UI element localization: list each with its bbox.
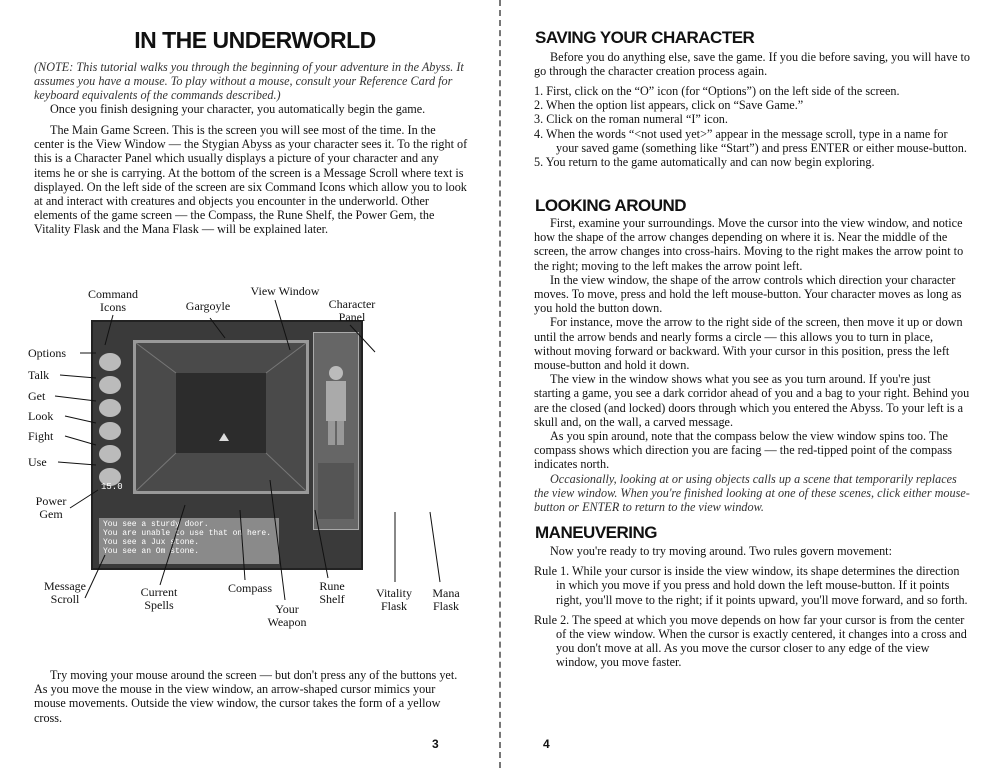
label-command-icons: Command Icons — [88, 287, 138, 314]
label-get: Get — [28, 389, 46, 403]
looking-paragraph: The view in the window shows what you see as you turn around. If you're just starting a game, you see a dark corridor ahead of you and a bag to your right. Behind you are the closed (and locked) doors through which you entered the Abyss. To your left is a skull and, on the wall, a carved message. — [534, 372, 970, 429]
list-item: 2. When the option list appears, click on “Save Game.” — [534, 98, 804, 113]
rule-1: Rule 1. While your cursor is inside the view window, its shape determines the direction in which you move if you press and hold down the left mouse-button. If it points right, you'll move to the right; if it points upward, you'll move forward, and so forth. — [534, 564, 968, 607]
label-vitality-flask: Vitality Flask — [376, 586, 412, 613]
label-fight: Fight — [28, 429, 54, 443]
looking-body — [534, 216, 970, 514]
section-title-maneuvering: MANEUVERING — [535, 523, 658, 542]
label-mana-flask: Mana Flask — [432, 586, 460, 613]
list-item: 3. Click on the roman numeral “I” icon. — [534, 112, 728, 127]
saving-steps-list — [534, 84, 970, 169]
label-power-gem: Power Gem — [35, 494, 67, 521]
label-view-window: View Window — [250, 284, 320, 298]
scroll-line: You are unable to use that on here. — [103, 529, 272, 538]
looking-note: Occasionally, looking at or using objects calls up a scene that temporarily replaces the view window. When you're finished looking at one of these scenes, click either mouse-button or ENTER to return to the view window. — [534, 471, 970, 515]
closing-paragraph: Try moving your mouse around the screen — but don't press any of the buttons yet. As you move the mouse in the view window, an arrow-shaped cursor mimics your mouse movements. Outside the view window, the cursor takes the form of a yellow cross. — [34, 668, 458, 725]
looking-paragraph: First, examine your surroundings. Move the cursor into the view window, and notice how the shape of the arrow changes depending on where it is. Near the middle of the screen, the arrow changes into cross-hairs. Moving to the right makes the arrow point to the right; moving to the left makes the arrow point left. — [534, 216, 964, 273]
label-current-spells: Current Spells — [140, 585, 178, 612]
label-options: Options — [28, 346, 67, 360]
list-item: 5. You return to the game automatically and can now begin exploring. — [534, 155, 875, 170]
scroll-line: You see an Om stone. — [103, 547, 200, 556]
label-talk: Talk — [28, 368, 50, 382]
label-look: Look — [28, 409, 54, 423]
looking-paragraph: As you spin around, note that the compass below the view window spins too. The compass shows which direction you are facing — the red-tipped point of the compass indicates north. — [534, 429, 952, 472]
looking-paragraph: For instance, move the arrow to the right side of the screen, then move it up or down until the arrow bends and nearly forms a circle — this allows you to turn in place, without moving forward or backward. With your cursor in this position, press the left mouse-button and hold it down. — [534, 315, 963, 373]
label-message-scroll: Message Scroll — [44, 579, 86, 606]
label-character-panel: Character Panel — [328, 297, 376, 324]
label-rune-shelf: Rune Shelf — [319, 579, 345, 606]
power-value: 15.0 — [101, 482, 123, 492]
section-title-saving: SAVING YOUR CHARACTER — [535, 28, 755, 47]
scroll-line: You see a Jux stone. — [103, 538, 200, 547]
page-number-left: 3 — [432, 737, 439, 751]
main-screen-paragraph: The Main Game Screen. This is the screen you will see most of the time. In the center is the View Window — the Stygian Abyss as your character sees it. To the right of this is a Character Panel which usually displays a picture of your character and any items he or she is carrying. At the bottom of the screen is a Message Scroll where text is displayed. On the left side of the screen are six Command Icons which allow you to look at and interact with creatures and objects you encounter in the underworld. Other elements of the game screen — the Compass, the Rune Shelf, the Power Gem, the Vitality Flask and the Mana Flask — will be explained later. — [34, 123, 468, 237]
label-your-weapon: Your Weapon — [267, 602, 307, 629]
looking-paragraph: In the view window, the shape of the arrow controls which direction your character moves. To move, press and hold the left mouse-button. Your character moves as long as you hold the button down. — [534, 272, 962, 316]
section-title-looking: LOOKING AROUND — [535, 196, 687, 215]
scroll-line: You see a sturdy door. — [103, 520, 209, 529]
intro-paragraph: Once you finish designing your character, you automatically begin the game. — [50, 102, 426, 116]
tutorial-note: (NOTE: This tutorial walks you through the beginning of your adventure in the Abyss. It assumes you have a mouse. To play without a mouse, consult your Reference Card for keyboard equivalents of the commands described.) — [34, 60, 464, 103]
page-number-right: 4 — [543, 737, 550, 751]
list-item: 4. When the words “<not used yet>” appear in the message scroll, type in a name for your saved game (something like “Start”) and press ENTER or either mouse-button. — [534, 126, 967, 155]
list-item: 1. First, click on the “O” icon (for “Options”) on the left side of the screen. — [534, 84, 900, 98]
maneuvering-body — [534, 544, 970, 676]
saving-intro: Before you do anything else, save the game. If you die before saving, you will have to go through the character creation process again. — [534, 50, 971, 79]
rule-2: Rule 2. The speed at which you move depends on how far your cursor is from the center of the view window. When the cursor is exactly centered, it changes into a cross and you don't move at all. As you move the cursor closer to any edge of the view window, you move faster. — [534, 612, 967, 670]
label-use: Use — [28, 455, 47, 469]
page-title: IN THE UNDERWORLD — [134, 27, 376, 53]
label-gargoyle: Gargoyle — [185, 299, 231, 313]
maneuvering-intro: Now you're ready to try moving around. Two rules govern movement: — [550, 544, 892, 558]
label-compass: Compass — [227, 581, 272, 595]
